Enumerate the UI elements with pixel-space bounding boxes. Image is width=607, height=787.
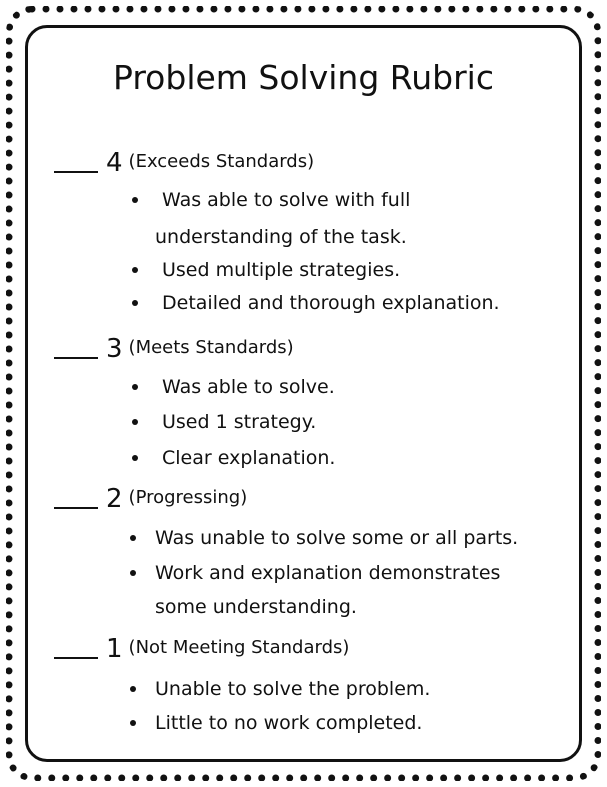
score-blank-line <box>54 657 98 659</box>
criterion-item: Was able to solve with full <box>162 189 411 211</box>
level-3-heading <box>54 334 294 364</box>
level-2-heading <box>54 484 247 514</box>
level-4-heading <box>54 148 314 178</box>
level-score: 4 <box>106 148 123 178</box>
criterion-item-continued: understanding of the task. <box>155 226 407 248</box>
bullet-dot <box>132 197 138 203</box>
page-title: Problem Solving Rubric <box>113 58 494 97</box>
criterion-item: Detailed and thorough explanation. <box>162 292 500 314</box>
level-description: (Meets Standards) <box>128 337 294 358</box>
score-blank-line <box>54 507 98 509</box>
criterion-item: Was able to solve. <box>162 376 335 398</box>
bullet-dot <box>130 535 136 541</box>
bullet-dot <box>130 720 136 726</box>
level-score: 1 <box>106 634 123 664</box>
level-description: (Progressing) <box>128 487 248 508</box>
bullet-dot <box>132 267 138 273</box>
bullet-dot <box>132 455 138 461</box>
bullet-dot <box>132 384 138 390</box>
level-score: 2 <box>106 484 123 514</box>
criterion-item: Was unable to solve some or all parts. <box>155 527 519 549</box>
bullet-dot <box>130 570 136 576</box>
bullet-dot <box>130 686 136 692</box>
criterion-item: Used multiple strategies. <box>162 259 401 281</box>
level-description: (Not Meeting Standards) <box>128 637 350 658</box>
level-score: 3 <box>106 334 123 364</box>
criterion-item-continued: some understanding. <box>155 596 357 618</box>
score-blank-line <box>54 171 98 173</box>
criterion-item: Clear explanation. <box>162 447 336 469</box>
bullet-dot <box>132 300 138 306</box>
criterion-item: Work and explanation demonstrates <box>155 562 501 584</box>
criterion-item: Little to no work completed. <box>155 712 423 734</box>
level-1-heading <box>54 634 349 664</box>
criterion-item: Used 1 strategy. <box>162 411 317 433</box>
level-description: (Exceeds Standards) <box>128 151 315 172</box>
criterion-item: Unable to solve the problem. <box>155 678 431 700</box>
score-blank-line <box>54 357 98 359</box>
bullet-dot <box>132 419 138 425</box>
